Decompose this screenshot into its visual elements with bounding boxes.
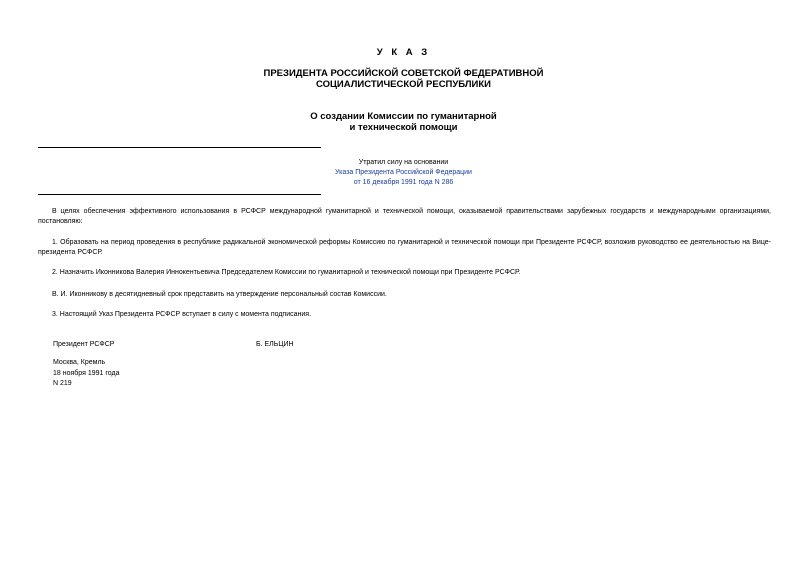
preamble-paragraph: В целях обеспечения эффективного использования в РСФСР международной гуманитарной и технической помощи, оказываемой правительствами зарубежных государств и международными организациями, постановляю: — [38, 208, 771, 225]
clause-3-paragraph: 3. Настоящий Указ Президента РСФСР вступает в силу с момента подписания. — [52, 311, 312, 318]
status-note-text: Утратил силу на основании — [358, 159, 449, 166]
clause-2-paragraph: 2. Назначить Иконникова Валерия Иннокентьевича Председателем Комиссии по гуманитарной и технической помощи при Президенте РСФСР. — [52, 269, 521, 276]
divider-top — [38, 147, 321, 148]
document-type-heading: У К А З — [376, 47, 431, 58]
issuer-heading-line-1: ПРЕЗИДЕНТА РОССИЙСКОЙ СОВЕТСКОЙ ФЕДЕРАТИВНОЙ — [263, 68, 544, 79]
repeal-decree-date-link[interactable]: от 16 декабря 1991 года N 286 — [353, 179, 454, 186]
signatory-position: Президент РСФСР — [53, 341, 115, 348]
decree-number: N 219 — [53, 380, 72, 387]
clause-1-paragraph: 1. Образовать на период проведения в республике радикальной экономической реформы Комиссию по гуманитарной и технической помощи при Президенте РСФСР, возложив руководство ее деятельностью на Вице-президента РСФСР. — [38, 239, 771, 256]
signatory-name: Б. ЕЛЬЦИН — [256, 341, 294, 348]
clause-2-instruction-paragraph: В. И. Иконникову в десятидневный срок представить на утверждение персональный состав Комиссии. — [52, 291, 387, 298]
divider-bottom — [38, 194, 321, 195]
issuer-heading-line-2: СОЦИАЛИСТИЧЕСКОЙ РЕСПУБЛИКИ — [315, 79, 492, 90]
document-title-line-2: и технической помощи — [349, 122, 458, 133]
signing-place: Москва, Кремль — [53, 359, 106, 366]
signing-date: 18 ноября 1991 года — [53, 370, 120, 377]
document-title-line-1: О создании Комиссии по гуманитарной — [310, 111, 497, 122]
repeal-decree-link[interactable]: Указа Президента Российской Федерации — [335, 169, 472, 176]
